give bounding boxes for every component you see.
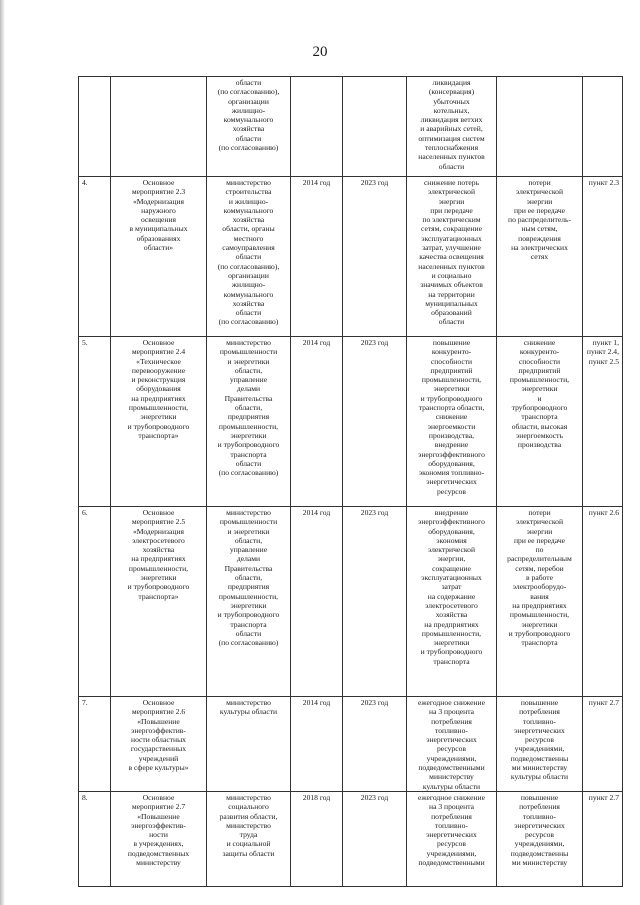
- start-year-text: 2014 год: [302, 338, 331, 347]
- measure-name-text: Основное мероприятие 2.6 «Повышение энергоэффектив- ности областных государственных учреждений в сфере культуры»: [128, 698, 189, 773]
- row-number-text: 8.: [82, 792, 88, 802]
- cell-non-implementation-consequence: [497, 697, 583, 792]
- cell-start-year: [291, 507, 343, 697]
- end-year-text: 2023 год: [360, 338, 389, 347]
- cell-non-implementation-consequence: [497, 337, 583, 507]
- non-implementation-consequence-text: снижение конкуренто- способности предприятий промышленности, энергетики и трубопроводного транспорта области, высокая энергоемкость производства: [509, 338, 570, 450]
- cell-executor: [207, 77, 291, 177]
- table-row: [79, 697, 623, 792]
- cell-indicator-link: [583, 697, 623, 792]
- row-number-text: 4.: [82, 178, 88, 187]
- cell-expected-result: [407, 507, 497, 697]
- cell-indicator-link: [583, 337, 623, 507]
- cell-end-year: [343, 337, 407, 507]
- non-implementation-consequence-text: повышение потребления топливно- энергетических ресурсов учреждениями, подведомственны ми министерству культуры области: [510, 698, 569, 782]
- expected-result-text: ежегодное снижение на 3 процента потребления топливно- энергетических ресурсов учреждениями, подведомственными министерству культуры области: [418, 698, 485, 791]
- end-year-text: 2023 год: [360, 178, 389, 187]
- non-implementation-consequence-text: потери электрической энергии при ее передаче по распределитель- ным сетям, повреждения на электрических сетях: [508, 178, 571, 262]
- cell-end-year: [343, 77, 407, 177]
- cell-indicator-link: [583, 791, 623, 886]
- cell-start-year: [291, 791, 343, 886]
- cell-executor: [207, 177, 291, 337]
- end-year-text: 2023 год: [360, 792, 389, 802]
- cell-executor: [207, 791, 291, 886]
- expected-result-text: ликвидация (консервация) убыточных котельных, ликвидация ветхих и аварийных сетей, оптимизация систем теплоснабжения населенных пунктов области: [418, 78, 485, 171]
- executor-text: министерство строительства и жилищно- коммунального хозяйства области, органы местного самоуправления области (по согласованию), организации жилищно- коммунального хозяйства области (по согласованию): [217, 178, 280, 327]
- cell-end-year: [343, 697, 407, 792]
- cell-expected-result: [407, 177, 497, 337]
- non-implementation-consequence-text: потери электрической энергии при ее передаче по распределительным сетям, перебои в работе электрооборудо- вания на предприятиях промышленности, энергетики и трубопроводного транспорта: [507, 508, 572, 648]
- measures-table: [78, 76, 623, 887]
- row-number-text: 5.: [82, 338, 88, 347]
- cell-start-year: [291, 77, 343, 177]
- indicator-link-text: пункт 2.7: [588, 792, 619, 802]
- cell-row-number: [79, 77, 111, 177]
- indicator-link-text: пункт 2.7: [588, 698, 619, 707]
- measure-name-text: Основное мероприятие 2.7 «Повышение энергоэффектив- ности в учреждениях, подведомственных министерству: [127, 792, 190, 868]
- cell-executor: [207, 337, 291, 507]
- cell-non-implementation-consequence: [497, 791, 583, 886]
- cell-start-year: [291, 697, 343, 792]
- non-implementation-consequence-text: повышение потребления топливно- энергетических ресурсов учреждениями, подведомственны ми министерству: [510, 792, 569, 868]
- cell-start-year: [291, 337, 343, 507]
- cell-expected-result: [407, 791, 497, 886]
- measure-name-text: Основное мероприятие 2.4 «Техническое перевооружение и реконструкция оборудования на предприятиях промышленности, энергетики и трубопроводного транспорта»: [127, 338, 190, 440]
- cell-measure-name: [111, 337, 207, 507]
- cell-row-number: [79, 791, 111, 886]
- cell-row-number: [79, 177, 111, 337]
- cell-non-implementation-consequence: [497, 177, 583, 337]
- end-year-text: 2023 год: [360, 508, 389, 517]
- scan-edge: [0, 0, 5, 905]
- row-number-text: 7.: [82, 698, 88, 707]
- indicator-link-text: пункт 2.6: [588, 508, 619, 517]
- cell-indicator-link: [583, 507, 623, 697]
- cell-row-number: [79, 337, 111, 507]
- measure-name-text: Основное мероприятие 2.3 «Модернизация наружного освещения в муниципальных образованиях области»: [129, 178, 188, 253]
- cell-end-year: [343, 177, 407, 337]
- expected-result-text: внедрение энергоэффективного оборудования, экономия электрической энергии, сокращение эксплуатационных затрат на содержание электросетевого хозяйства на предприятиях промышленности, энергетики и трубопроводного транспорта: [418, 508, 485, 666]
- cell-row-number: [79, 507, 111, 697]
- expected-result-text: повышение конкуренто- способности предприятий промышленности, энергетики и трубопроводного транспорта области, снижение энергоемкости производства, внедрение энергоэффективного оборудования, экономия топливно- энергетических ресурсов: [418, 338, 485, 496]
- end-year-text: 2023 год: [360, 698, 389, 707]
- indicator-link-text: пункт 2.3: [588, 178, 619, 187]
- cell-measure-name: [111, 791, 207, 886]
- executor-text: министерство промышленности и энергетики области, управление делами Правительства области, предприятия промышленности, энергетики и трубопроводного транспорта области (по согласованию): [217, 338, 280, 478]
- start-year-text: 2018 год: [302, 792, 331, 802]
- cell-expected-result: [407, 337, 497, 507]
- cell-row-number: [79, 697, 111, 792]
- start-year-text: 2014 год: [302, 178, 331, 187]
- cell-indicator-link: [583, 177, 623, 337]
- page-number: 20: [312, 44, 328, 60]
- measure-name-text: Основное мероприятие 2.5 «Модернизация электросетевого хозяйства на предприятиях промышленности, энергетики и трубопроводного транспорта»: [127, 508, 190, 601]
- table-row: [79, 791, 623, 886]
- cell-executor: [207, 507, 291, 697]
- cell-non-implementation-consequence: [497, 507, 583, 697]
- start-year-text: 2014 год: [302, 698, 331, 707]
- executor-text: министерство культуры области: [219, 698, 278, 717]
- cell-expected-result: [407, 77, 497, 177]
- executor-text: министерство промышленности и энергетики области, управление делами Правительства области, предприятия промышленности, энергетики и трубопроводного транспорта области (по согласованию): [217, 508, 280, 648]
- table-row: [79, 507, 623, 697]
- cell-measure-name: [111, 77, 207, 177]
- cell-measure-name: [111, 697, 207, 792]
- table-row: [79, 177, 623, 337]
- expected-result-text: снижение потерь электрической энергии при передаче по электрическим сетям, сокращение эксплуатационных затрат, улучшение качества освещения населенных пунктов и социально значимых объектов на территории муниципальных образований области: [418, 178, 485, 327]
- cell-expected-result: [407, 697, 497, 792]
- cell-executor: [207, 697, 291, 792]
- cell-indicator-link: [583, 77, 623, 177]
- cell-end-year: [343, 507, 407, 697]
- cell-start-year: [291, 177, 343, 337]
- executor-text: министерство социального развития области, министерство труда и социальной защиты области: [219, 792, 278, 858]
- table-row: [79, 77, 623, 177]
- row-number-text: 6.: [82, 508, 88, 517]
- executor-text: области (по согласованию), организации жилищно- коммунального хозяйства области (по согласованию): [217, 78, 280, 153]
- cell-non-implementation-consequence: [497, 77, 583, 177]
- cell-end-year: [343, 791, 407, 886]
- start-year-text: 2014 год: [302, 508, 331, 517]
- table-row: [79, 337, 623, 507]
- indicator-link-text: пункт 1, пункт 2.4, пункт 2.5: [586, 338, 619, 366]
- expected-result-text: ежегодное снижение на 3 процента потребления топливно- энергетических ресурсов учреждениями, подведомственными: [418, 792, 485, 868]
- cell-measure-name: [111, 177, 207, 337]
- cell-measure-name: [111, 507, 207, 697]
